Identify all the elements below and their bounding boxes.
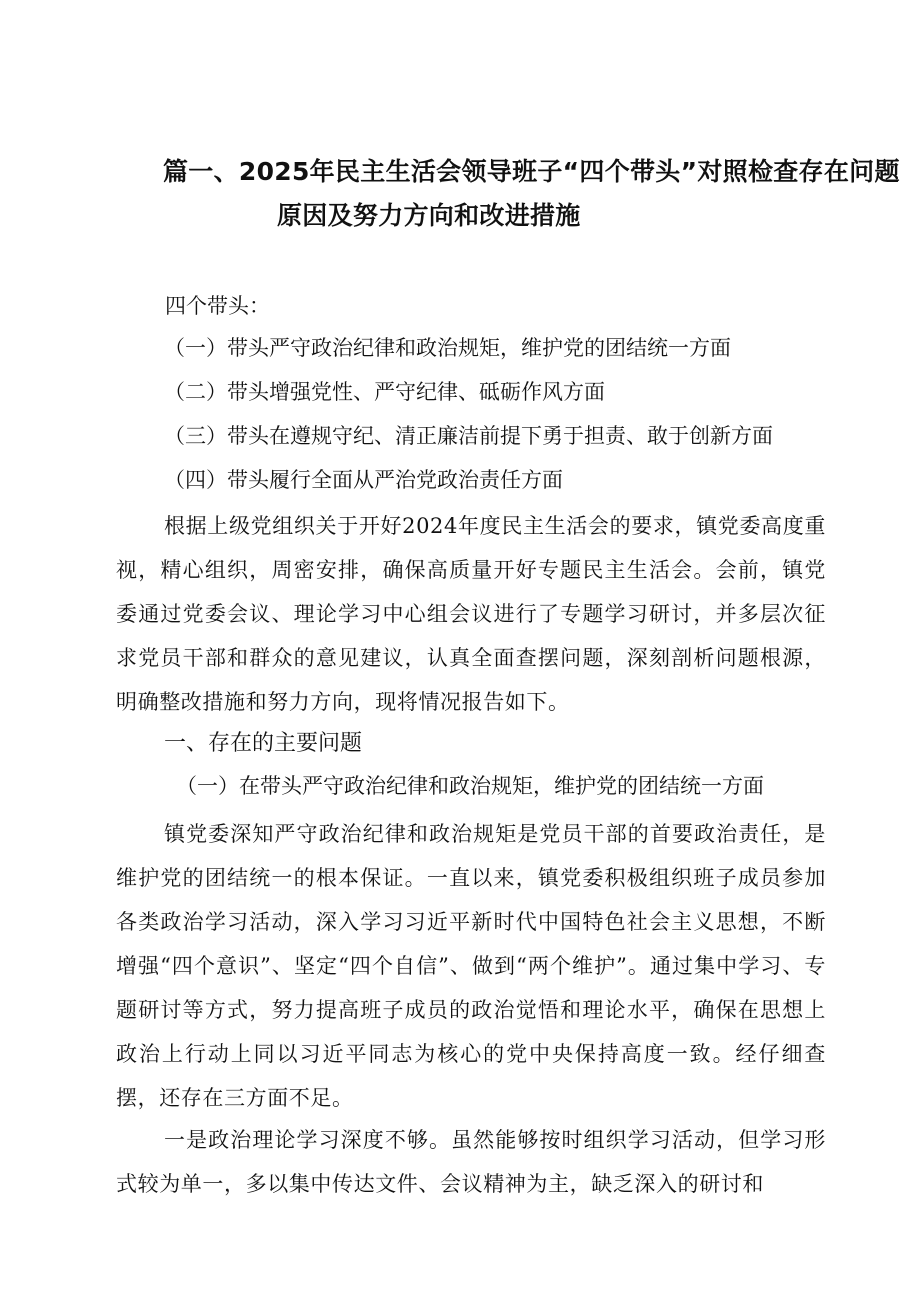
body-paragraph-1: 镇党委深知严守政治纪律和政治规矩是党员干部的首要政治责任，是维护党的团结统一的根本保证。一直以来，镇党委积极组织班子成员参加各类政治学习活动，深入学习习近平新时代中国特色社会主义思想，不断增强“四个意识”、坚定“四个自信”、做到“两个维护”。通过集中学习、专题研讨等方式，努力提高班子成员的政治觉悟和理论水平，确保在思想上政治上行动上同以习近平同志为核心的党中央保持高度一致。经仔细查摆，还存在三方面不足。 xyxy=(116,822,826,1110)
four-leads-label: 四个带头： xyxy=(165,294,270,318)
document-title-line-2: 原因及努力方向和改进措施 xyxy=(277,201,581,230)
four-leads-item-2: （二）带头增强党性、严守纪律、砥砺作风方面 xyxy=(164,380,605,404)
intro-paragraph: 根据上级党组织关于开好2024年度民主生活会的要求，镇党委高度重视，精心组织，周密安排，确保高质量开好专题民主生活会。会前，镇党委通过党委会议、理论学习中心组会议进行了专题学习研讨，并多层次征求党员干部和群众的意见建议，认真全面查摆问题，深刻剖析问题根源，明确整改措施和努力方向，现将情况报告如下。 xyxy=(116,514,826,714)
four-leads-item-3: （三）带头在遵规守纪、清正廉洁前提下勇于担责、敢于创新方面 xyxy=(164,424,773,448)
section-subheading: （一）在带头严守政治纪律和政治规矩，维护党的团结统一方面 xyxy=(176,774,764,798)
four-leads-item-4: （四）带头履行全面从严治党政治责任方面 xyxy=(164,468,563,492)
section-heading: 一、存在的主要问题 xyxy=(164,731,363,756)
body-paragraph-2: 一是政治理论学习深度不够。虽然能够按时组织学习活动，但学习形式较为单一，多以集中传达文件、会议精神为主，缺乏深入的研讨和 xyxy=(116,1128,826,1196)
document-title-line-1: 篇一、2025年民主生活会领导班子“四个带头”对照检查存在问题 xyxy=(163,157,900,186)
four-leads-item-1: （一）带头严守政治纪律和政治规矩，维护党的团结统一方面 xyxy=(164,336,731,360)
